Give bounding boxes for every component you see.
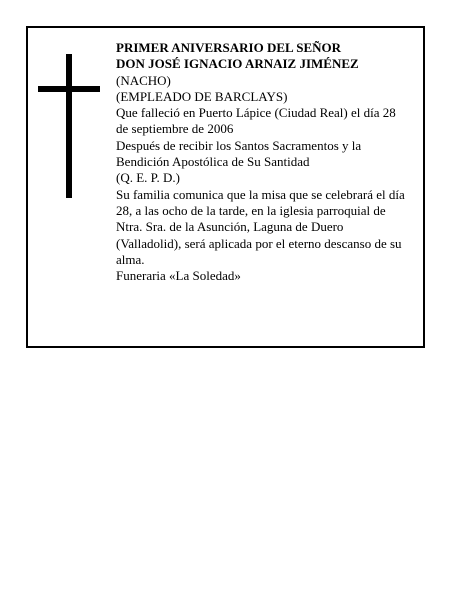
- notice-title: PRIMER ANIVERSARIO DEL SEÑOR: [116, 40, 342, 55]
- deceased-nickname: (NACHO): [116, 72, 171, 88]
- deceased-occupation: (EMPLEADO DE BARCLAYS): [116, 88, 288, 104]
- mass-info-line-1: Su familia comunica que la misa que se celebrará el día: [116, 186, 405, 202]
- death-info-line-2: de septiembre de 2006: [116, 121, 234, 137]
- deceased-name: DON JOSÉ IGNACIO ARNAIZ JIMÉNEZ: [116, 56, 359, 72]
- mass-info-line-3: Ntra. Sra. de la Asunción, Laguna de Duero: [116, 219, 344, 235]
- sacraments-line-2: Bendición Apostólica de Su Santidad: [116, 154, 310, 170]
- mass-info-line-4: (Valladolid), será aplicada por el eterno descanso de su: [116, 235, 402, 251]
- mass-info-line-5: alma.: [116, 251, 145, 267]
- death-info-line-1: Que falleció en Puerto Lápice (Ciudad Real) el día 28: [116, 105, 396, 121]
- cross-horizontal-bar: [38, 86, 100, 92]
- mass-info-line-2: 28, a las ocho de la tarde, en la iglesia parroquial de: [116, 202, 386, 218]
- funeral-home: Funeraria «La Soledad»: [116, 268, 241, 284]
- obituary-text: [116, 40, 416, 284]
- latin-cross-icon: [38, 54, 100, 198]
- cross-vertical-bar: [66, 54, 72, 198]
- obituary-notice-box: [26, 26, 425, 348]
- rip-line: (Q. E. P. D.): [116, 170, 180, 186]
- sacraments-line-1: Después de recibir los Santos Sacramentos y la: [116, 137, 362, 153]
